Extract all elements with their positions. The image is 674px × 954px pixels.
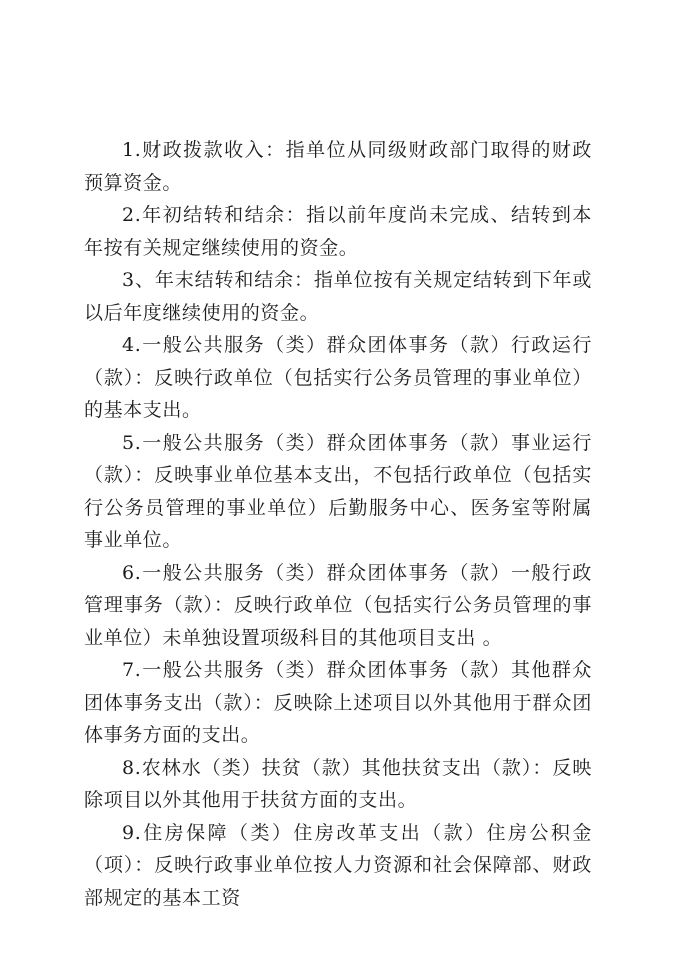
paragraph-4: 4.一般公共服务（类）群众团体事务（款）行政运行（款）：反映行政单位（包括实行公务员管理的事业单位）的基本支出。 [84, 334, 592, 421]
paragraph-7: 7.一般公共服务（类）群众团体事务（款）其他群众团体事务支出（款）：反映除上述项目以外其他用于群众团体事务方面的支出。 [84, 659, 592, 746]
paragraph-3: 3、年末结转和结余：指单位按有关规定结转到下年或以后年度继续使用的资金。 [84, 269, 592, 324]
document-body [84, 134, 592, 914]
paragraph-2: 2.年初结转和结余：指以前年度尚未完成、结转到本年按有关规定继续使用的资金。 [84, 204, 592, 259]
paragraph-1: 1.财政拨款收入：指单位从同级财政部门取得的财政预算资金。 [84, 139, 592, 194]
paragraph-6: 6.一般公共服务（类）群众团体事务（款）一般行政管理事务（款）：反映行政单位（包括实行公务员管理的事业单位）未单独设置项级科目的其他项目支出 。 [84, 561, 592, 649]
paragraph-8: 8.农林水（类）扶贫（款）其他扶贫支出（款）：反映除项目以外其他用于扶贫方面的支出。 [84, 756, 592, 811]
paragraph-9: 9.住房保障（类）住房改革支出（款）住房公积金（项）：反映行政事业单位按人力资源和社会保障部、财政部规定的基本工资 [84, 821, 592, 909]
paragraph-5: 5.一般公共服务（类）群众团体事务（款）事业运行（款）：反映事业单位基本支出，不包括行政单位（包括实行公务员管理的事业单位）后勤服务中心、医务室等附属事业单位。 [84, 431, 592, 551]
